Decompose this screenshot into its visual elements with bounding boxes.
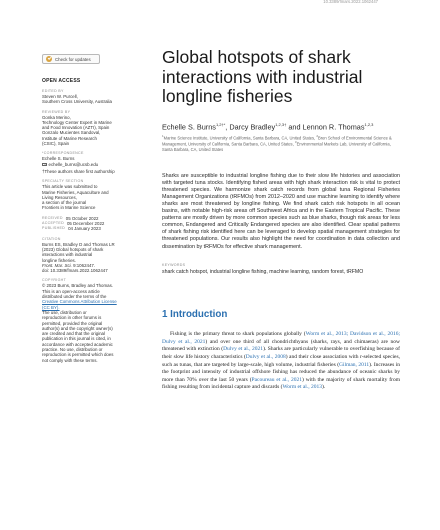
copyright-line: This is an open-access article: [42, 288, 100, 294]
correspondence-section: [42, 151, 138, 174]
published-row: [42, 226, 138, 231]
intro-text: ).: [321, 384, 326, 391]
affil-sup: 3: [294, 140, 297, 145]
affil-text: Environmental Markets Lab, University of California, Santa Barbara, CA, United States: [162, 141, 391, 152]
editor-line: Steven W. Purcell,: [42, 94, 78, 99]
citation-link[interactable]: Pacoureau et al., 2021: [251, 376, 302, 383]
copyright-line: reproduction is permitted which does: [42, 352, 114, 358]
citation-journal: Front. Mar. Sci.: [42, 262, 72, 268]
top-bar: [0, 0, 440, 7]
author-list: Echelle S. Burns$^{1,2\dagger*}$, Darcy Bradley$^{1,2,3\dagger}$ and Lennon R. Thomas$^{1,2,3}$: [162, 121, 374, 131]
received-date: 05 October 2022: [65, 215, 99, 221]
intro-text: ) and over one third of all chondrichthyans (sharks, rays, and chimaeras) are now threatened with extinction (: [162, 338, 400, 353]
author-name[interactable]: Echelle S. Burns: [162, 121, 216, 131]
intro-text: ) with the majority of shark mortality from fishing resulting from incidental capture and discards (: [162, 376, 400, 391]
accepted-key: ACCEPTED: [42, 221, 64, 226]
reviewer-line: Institute of Marine Research: [42, 135, 97, 141]
license-link[interactable]: (CC BY).: [42, 304, 60, 310]
citation-link[interactable]: Gilman, 2011: [339, 361, 370, 368]
citation-volume: 9:1062447.: [71, 262, 96, 268]
correspondence-email-row[interactable]: [42, 162, 138, 167]
copyright-line: are credited and that the original: [42, 331, 105, 337]
citation-link[interactable]: Worm et al., 2013: [282, 384, 322, 391]
affil-text: Bren School of Environmental Science & Management, University of California, Santa Barbara, CA, United States,: [162, 135, 392, 147]
check-for-updates-button[interactable]: [42, 54, 100, 64]
citation-doi: doi: 10.3389/fmars.2022.1062447: [42, 268, 108, 274]
editor-line: Southern Cross University, Australia: [42, 99, 112, 105]
article-sidebar: [42, 54, 138, 363]
citation-link[interactable]: Worm et al., 2013; Davidson et al., 2016; Dulvy et al., 2021: [162, 331, 401, 345]
reviewed-by-head: REVIEWED BY: [42, 109, 71, 114]
edited-by-head: EDITED BY: [42, 89, 64, 93]
affiliations: [162, 134, 400, 152]
specialty-line: Frontiers in Marine Science: [42, 205, 96, 211]
article-title: Global hotspots of shark interactions with industrial longline fisheries: [162, 47, 363, 106]
reviewed-by-section: [42, 110, 138, 147]
open-access-label: OPEN ACCESS: [42, 78, 81, 84]
abstract: Sharks are susceptible to industrial longline fishing due to their slow life histories and association with targeted tuna stocks. Identifying fished areas with high shark interaction risk is vital to protect threatened species. We harmonize shark catch records from global tuna Regional Fisheries Management Organizations (tRFMOs) from 2012–2020 and use machine learning to identify where sharks are most threatened by longline fishing. We find shark catch risk hotspots in all ocean basins, with notable high-risk areas off Southwest Africa and in the Eastern Tropical Pacific. These patterns are mostly driven by more common species such as blue sharks, though risk areas for less common, Endangered and Critically Endangered species are also identified. Clear spatial patterns of shark fishing risk identified here can be leveraged to develop spatial management strategies for threatened populations. Our results also highlight the need for coordination in data collection and dissemination by tRFMOs for effective shark management.: [162, 172, 400, 250]
citation-link[interactable]: Dulvy et al., 2008: [245, 353, 286, 360]
citation-link[interactable]: Dulvy et al., 2021: [223, 346, 264, 353]
affil-sup: 2: [316, 133, 319, 138]
check-updates-label: Check for updates: [55, 56, 91, 62]
keywords: shark catch hotspot, industrial longline fishing, machine learning, random forest, tRFMO: [162, 268, 364, 275]
correspondence-email[interactable]: echelle_burns@ucsb.edu: [48, 161, 99, 167]
dates-section: [42, 216, 138, 232]
author-name[interactable]: Darcy Bradley: [229, 121, 276, 131]
mail-icon: [42, 163, 47, 166]
specialty-line: a section of the journal: [42, 200, 87, 206]
copyright-line: accordance with accepted academic: [42, 341, 113, 347]
specialty-line: Living Resources,: [42, 194, 77, 200]
specialty-head: SPECIALTY SECTION: [42, 179, 84, 184]
check-icon: [46, 56, 52, 62]
reviewer-line: and Food Innovation (AZTI), Spain: [42, 125, 110, 131]
intro-text: ) and their close association with r-selected species, such as tunas, that are targeted by large-scale, high volume, industrial fisheries (: [162, 353, 400, 368]
intro-text: Fishing is the primary threat to shark populations globally (: [170, 331, 306, 338]
author-sup: 1,2†*: [215, 121, 226, 127]
author-name[interactable]: and Lennon R. Thomas: [288, 121, 365, 131]
copyright-line: reproduction in other forums is: [42, 315, 102, 321]
reviewer-line: Gonzalo Mucientes Sandoval,: [42, 130, 101, 136]
specialty-line: This article was submitted to: [42, 184, 98, 190]
published-key: PUBLISHED: [42, 226, 66, 231]
citation-line: longline fisheries.: [42, 257, 76, 263]
published-date: 04 January 2023: [68, 226, 101, 232]
equal-contribution-note: †These authors share first authorship: [42, 168, 115, 174]
correspondence-name: Echelle S. Burns: [42, 156, 75, 162]
citation-head: CITATION: [42, 236, 61, 241]
article-main: [162, 48, 400, 392]
license-link[interactable]: Creative Commons Attribution License: [42, 299, 117, 305]
copyright-line: practice. No use, distribution or: [42, 346, 103, 352]
affil-text: Marine Science Institute, University of California, Santa Barbara, CA, United States,: [163, 135, 317, 141]
author-sup: 1,2,3†: [275, 121, 287, 127]
copyright-head: COPYRIGHT: [42, 278, 67, 283]
copyright-line: publication in this journal is cited, in: [42, 336, 111, 342]
copyright-line: author(s) and the copyright owner(s): [42, 325, 113, 331]
citation-line: (2023) Global hotspots of shark: [42, 246, 104, 252]
reviewer-line: Gonka Merino,: [42, 114, 71, 120]
citation-line: interactions with industrial: [42, 252, 93, 258]
received-key: RECEIVED: [42, 215, 63, 220]
affil-sup: 1: [162, 133, 164, 138]
introduction-paragraph: [162, 331, 400, 392]
intro-text: ). Sharks are particularly vulnerable to overfishing because of their slow life history characteristics (: [162, 346, 400, 360]
citation-line: Burns ES, Bradley D and Thomas LR: [42, 241, 115, 247]
section-heading-introduction: 1 Introduction: [162, 309, 228, 321]
edited-by-section: [42, 89, 138, 105]
copyright-line: not comply with these terms.: [42, 357, 98, 363]
copyright-line: © 2023 Burns, Bradley and Thomas.: [42, 283, 114, 289]
copyright-line: permitted, provided the original: [42, 320, 103, 326]
keywords-head: KEYWORDS: [162, 262, 186, 267]
copyright-line: The use, distribution or: [42, 309, 87, 315]
header-doi: 10.3389/fmars.2022.1062447: [323, 0, 378, 4]
reviewer-line: (CSIC), Spain: [42, 141, 70, 147]
reviewer-line: Technology Center Expert in Marine: [42, 119, 112, 125]
specialty-section: [42, 179, 138, 210]
copyright-line: distributed under the terms of the: [42, 294, 107, 300]
citation-section: [42, 237, 138, 274]
accepted-date: 05 December 2022: [66, 221, 105, 227]
correspondence-head: *CORRESPONDENCE: [42, 151, 84, 156]
copyright-section: [42, 278, 138, 362]
intro-text: ). Increases in the footprint and intensity of industrial offshore fishing has reduced the abundance of oceanic sharks by more than 70% over the last 50 years (: [162, 361, 401, 383]
author-sup: 1,2,3: [364, 121, 374, 127]
specialty-line: Marine Fisheries, Aquaculture and: [42, 189, 109, 195]
